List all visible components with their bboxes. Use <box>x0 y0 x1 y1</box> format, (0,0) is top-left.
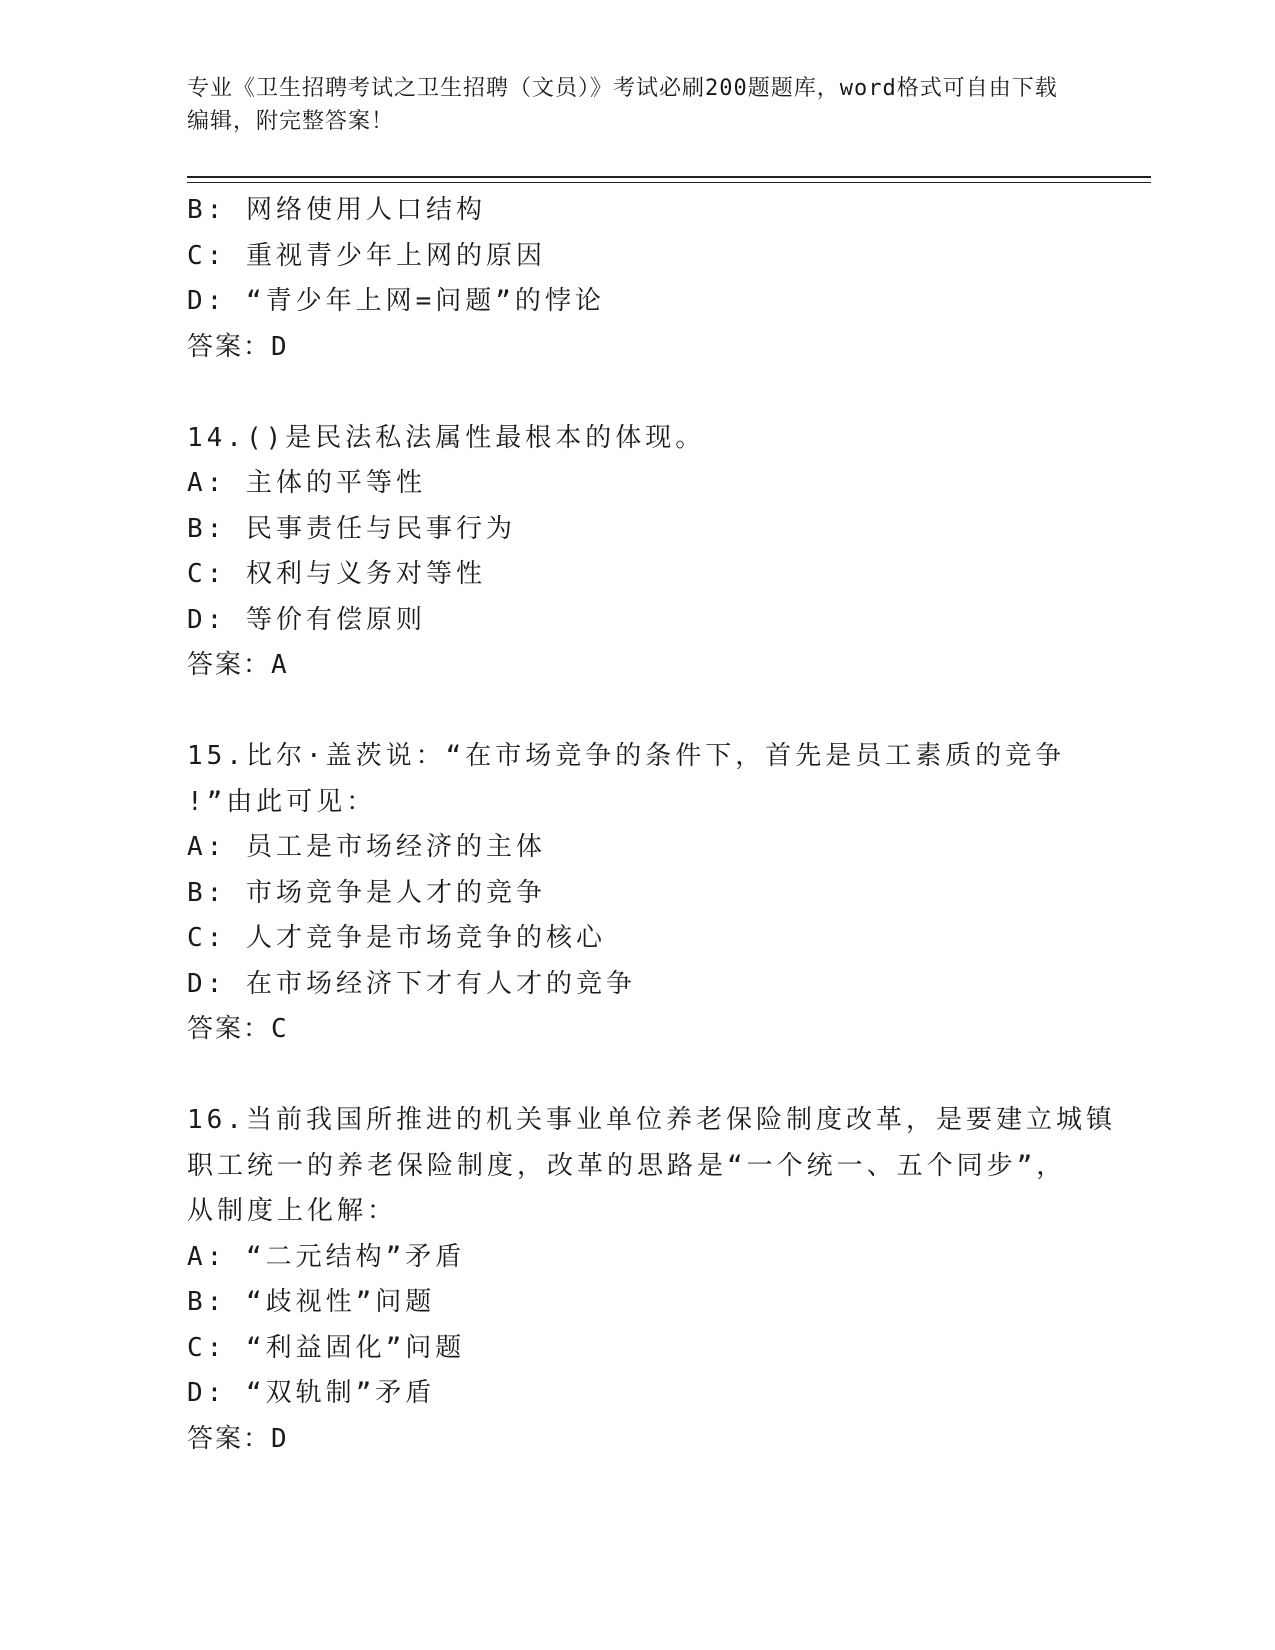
answer-label: 答案：D <box>187 331 289 362</box>
option-a: A: 员工是市场经济的主体 <box>187 832 546 862</box>
question-stem: 14.()是民法私法属性最根本的体现。 <box>187 422 706 453</box>
question-14 <box>187 416 1087 689</box>
option-c: C: “利益固化”问题 <box>187 1332 466 1363</box>
option-b: B: 市场竞争是人才的竞争 <box>187 877 546 908</box>
header-divider-thick <box>187 176 1151 178</box>
option-b: B: 民事责任与民事行为 <box>187 513 516 544</box>
question-stem-line-2: 职工统一的养老保险制度，改革的思路是“一个统一、五个同步”， <box>187 1150 1067 1181</box>
question-16 <box>187 1098 1116 1462</box>
question-13-continued <box>187 188 1087 370</box>
option-b: B: 网络使用人口结构 <box>187 195 486 225</box>
answer-label: 答案：D <box>187 1423 289 1454</box>
option-b: B: “歧视性”问题 <box>187 1287 436 1317</box>
option-d: D: 在市场经济下才有人才的竞争 <box>187 968 636 999</box>
option-c: C: 权利与义务对等性 <box>187 559 486 589</box>
question-stem-line-3: 从制度上化解： <box>187 1196 398 1226</box>
answer-label: 答案：C <box>187 1014 289 1044</box>
option-c: C: 重视青少年上网的原因 <box>187 240 546 271</box>
question-stem-line-1: 15.比尔·盖茨说：“在市场竞争的条件下，首先是员工素质的竞争 <box>187 741 1066 771</box>
question-stem-line-1: 16.当前我国所推进的机关事业单位养老保险制度改革，是要建立城镇 <box>187 1105 1116 1135</box>
option-c: C: 人才竞争是市场竞争的核心 <box>187 923 606 953</box>
header-divider-thin <box>187 182 1151 183</box>
option-a: A: 主体的平等性 <box>187 468 426 498</box>
question-stem-line-2: !”由此可见： <box>187 786 377 817</box>
option-d: D: 等价有偿原则 <box>187 604 426 635</box>
option-d: D: “青少年上网=问题”的悖论 <box>187 286 605 316</box>
document-header: 专业《卫生招聘考试之卫生招聘（文员）》考试必刷200题题库，word格式可自由下载编辑，附完整答案！ <box>187 76 1058 134</box>
option-d: D: “双轨制”矛盾 <box>187 1378 436 1408</box>
option-a: A: “二元结构”矛盾 <box>187 1241 466 1272</box>
question-15 <box>187 734 1087 1053</box>
question-list <box>187 188 1116 1462</box>
answer-label: 答案：A <box>187 650 289 680</box>
